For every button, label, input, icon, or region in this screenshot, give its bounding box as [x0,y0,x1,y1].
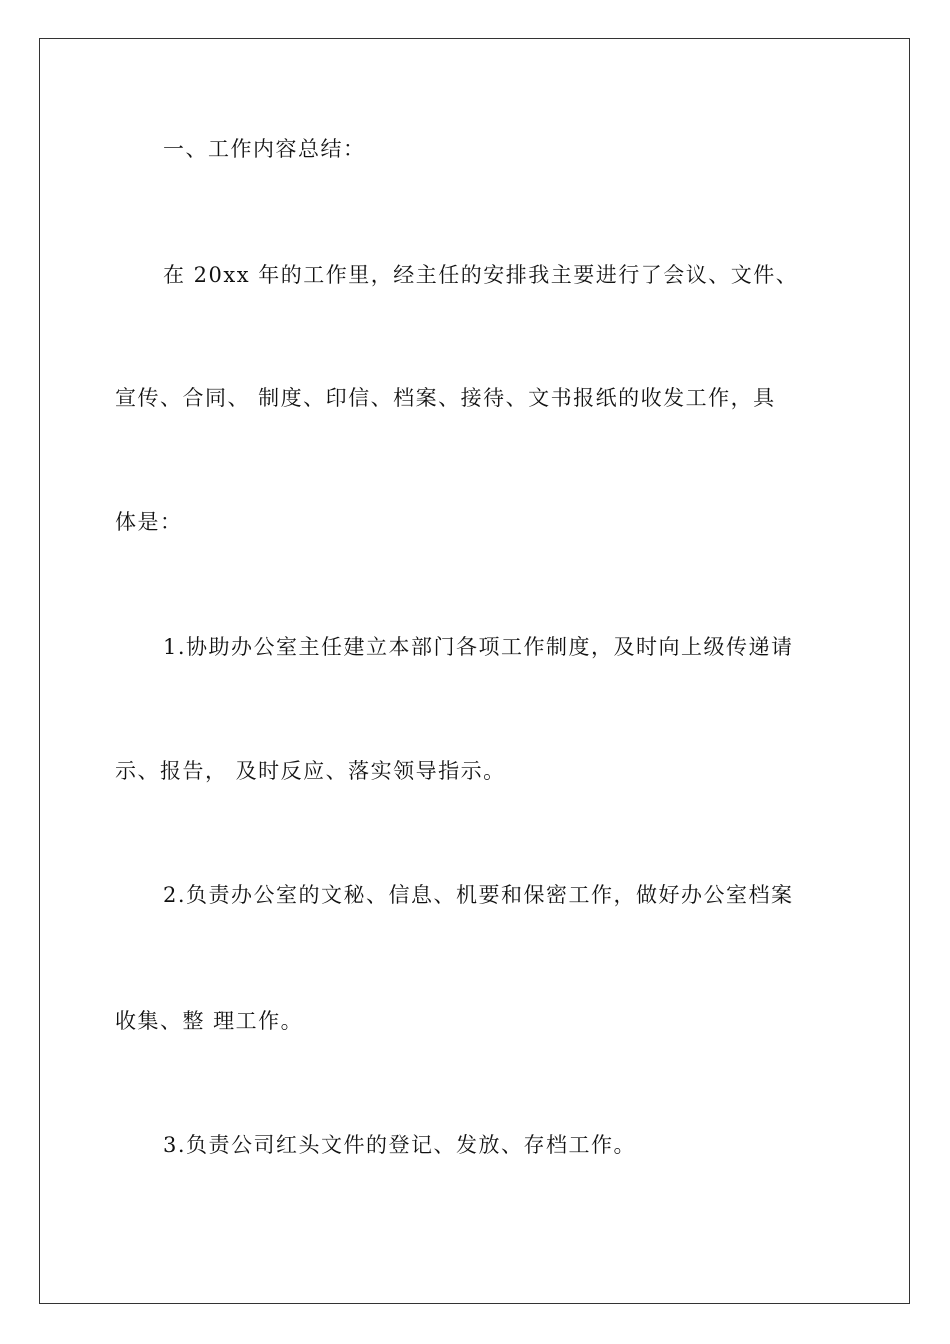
paragraph-line: 在 20xx 年的工作里，经主任的安排我主要进行了会议、文件、 [163,263,799,287]
section-heading: 一、工作内容总结： [163,137,366,161]
paragraph-line: 宣传、合同、 制度、印信、档案、接待、文书报纸的收发工作，具 [115,386,776,410]
list-item-line: 2.负责办公室的文秘、信息、机要和保密工作，做好办公室档案 [163,883,794,907]
page-frame [39,38,910,1304]
list-item-line: 3.负责公司红头文件的登记、发放、存档工作。 [163,1133,637,1157]
list-item-line: 示、报告， 及时反应、落实领导指示。 [115,759,506,783]
list-item-line: 收集、整 理工作。 [115,1009,304,1033]
paragraph-line: 体是： [115,510,183,534]
list-item-line: 1.协助办公室主任建立本部门各项工作制度，及时向上级传递请 [163,635,794,659]
